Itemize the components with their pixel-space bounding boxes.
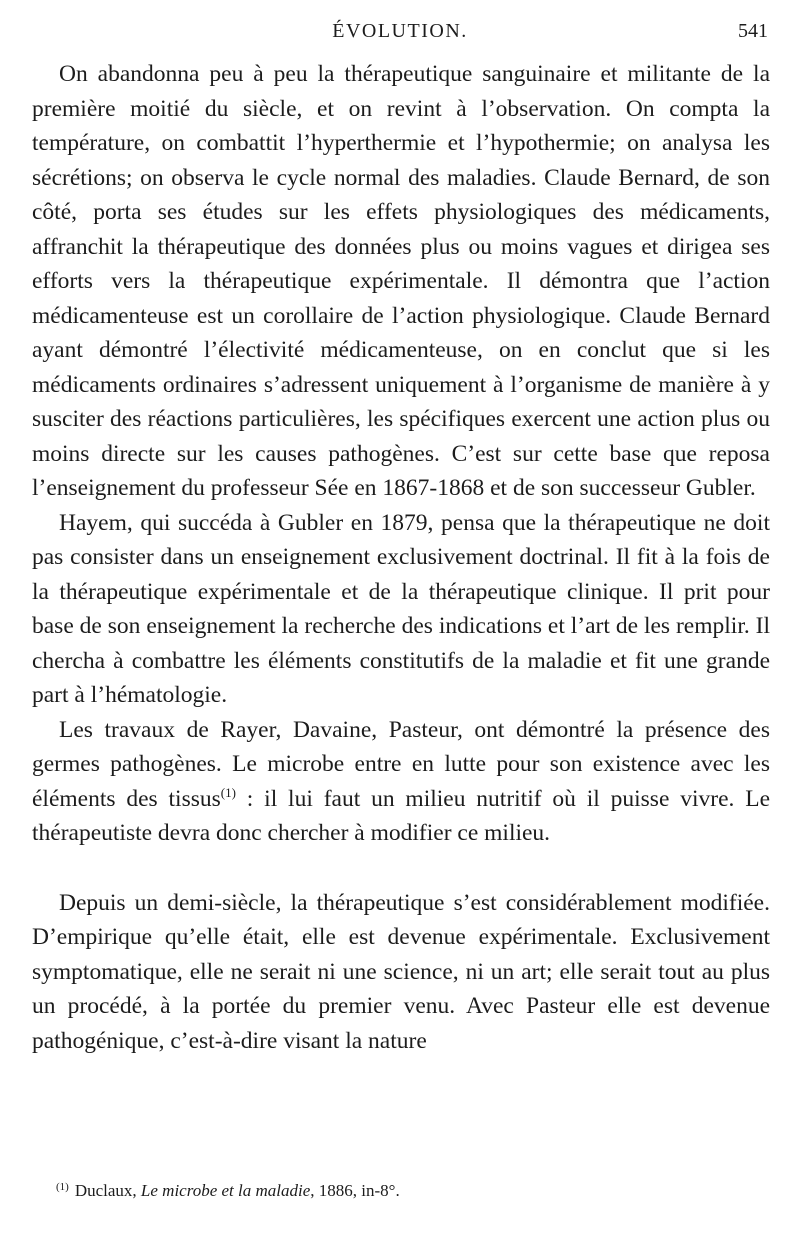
section-gap: [32, 851, 770, 886]
paragraph-text-start: Les travaux de Rayer, Davaine, Pasteur, ont démontré la présence des germes pathogènes. Le microbe entre en lutte pour son existence avec les éléments des tissus: [32, 716, 770, 812]
paragraph-demi-siecle: Depuis un demi-siècle, la thérapeutique s’est considérablement modifiée. D’empirique qu’elle était, elle est devenue expérimentale. Exclusivement symptomatique, elle ne serait ni une science, ni un art; elle serait tout au plus un procédé, à la portée du premier venu. Avec Pasteur elle est devenue pathogénique, c’est-à-dire visant la nature: [32, 889, 770, 1054]
paragraph-text-end: : il lui faut un milieu nutritif où il puisse vivre. Le thérapeutiste devra donc chercher à modifier ce milieu.: [32, 785, 771, 846]
page-number: 541: [738, 20, 768, 42]
paragraph-germes-pathogenes: [32, 713, 770, 851]
chapter-title: ÉVOLUTION.: [332, 20, 468, 42]
footnote: [56, 1175, 756, 1203]
footnote-title: Le microbe et la maladie: [140, 1181, 311, 1200]
footnote-author: Duclaux,: [74, 1181, 141, 1200]
paragraph-hayem: Hayem, qui succéda à Gubler en 1879, pensa que la thérapeutique ne doit pas consister dans un enseignement exclusivement doctrinal. Il fit à la fois de la thérapeutique expérimentale et de la thérapeutique clinique. Il prit pour base de son enseignement la recherche des indications et l’art de les remplir. Il chercha à combattre les éléments constitutifs de la maladie et fit une grande part à l’hématologie.: [32, 509, 770, 708]
paragraph-therapeutique-experimentale: On abandonna peu à peu la thérapeutique sanguinaire et militante de la première moitié du siècle, et on revint à l’observation. On compta la température, on combattit l’hyperthermie et l’hypothermie; on analysa les sécrétions; on observa le cycle normal des maladies. Claude Bernard, de son côté, porta ses études sur les effets physiologiques des médicaments, affranchit la thérapeutique des données plus ou moins vagues et dirigea ses efforts vers la thérapeutique expérimentale. Il démontra que l’action médicamenteuse est un corollaire de l’action physiologique. Claude Bernard ayant démontré l’électivité médicamenteuse, on en conclut que si les médicaments ordinaires s’adressent uniquement à l’organisme de manière à y susciter des réactions particulières, les spécifiques exercent une action plus ou moins directe sur les causes pathogènes. C’est sur cette base que reposa l’enseignement du professeur Sée en 1867-1868 et de son successeur Gubler.: [32, 61, 770, 501]
running-head: [32, 20, 768, 48]
footnote-details: , 1886, in-8°.: [310, 1181, 400, 1200]
footnote-mark: (1): [56, 1181, 69, 1193]
body-text: [32, 57, 770, 1058]
footnote-reference: (1): [220, 784, 236, 800]
